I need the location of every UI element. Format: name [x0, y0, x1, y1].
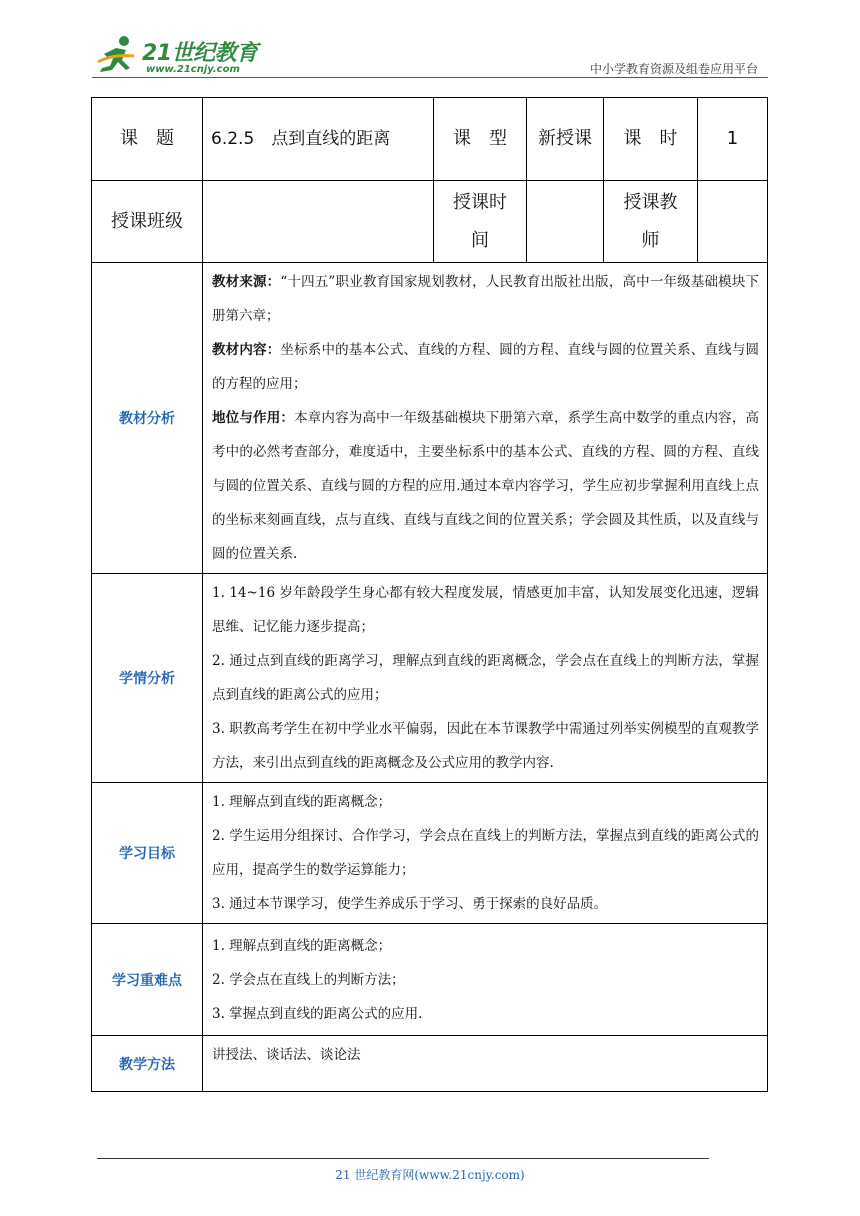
table-row-students	[92, 574, 768, 783]
material-role: 地位与作用：本章内容为高中一年级基础模块下册第六章，系学生高中数学的重点内容，高考中的必然考查部分，难度适中，主要坐标系中的基本公式、直线的方程、圆的方程、直线与圆的位置关系、直线与圆的方程的应用.通过本章内容学习，学生应初步掌握利用直线上点的坐标来刻画直线，点与直线、直线与直线之间的位置关系；学会圆及其性质，以及直线与圆的位置关系.	[212, 410, 760, 562]
material-label: 教材分析	[92, 263, 203, 574]
methods-content: 讲授法、谈话法、谈论法	[203, 1036, 768, 1092]
key-points-label: 学习重难点	[92, 924, 203, 1036]
material-source: 教材来源：“十四五”职业教育国家规划教材，人民教育出版社出版，高中一年级基础模块下册第六章；	[212, 274, 759, 324]
key-points-content	[203, 924, 768, 1036]
students-content	[203, 574, 768, 783]
platform-name: 中小学教育资源及组卷应用平台	[589, 62, 758, 76]
list-item: 3. 掌握点到直线的距离公式的应用.	[212, 1005, 423, 1022]
table-row-material	[92, 263, 768, 574]
hours-label: 课 时	[604, 98, 698, 181]
list-item: 1. 理解点到直线的距离概念；	[212, 937, 392, 954]
table-row-topic	[92, 98, 768, 181]
list-item: 3. 职教高考学生在初中学业水平偏弱，因此在本节课教学中需通过列举实例模型的直观教学方法，来引出点到直线的距离概念及公式应用的教学内容.	[212, 721, 759, 771]
list-item: 1. 14~16 岁年龄段学生身心都有较大程度发展，情感更加丰富，认知发展变化迅速，逻辑思维、记忆能力逐步提高；	[212, 585, 759, 635]
footer-divider	[97, 1158, 709, 1159]
material-content-desc: 教材内容：坐标系中的基本公式、直线的方程、圆的方程、直线与圆的位置关系、直线与圆的方程的应用；	[212, 342, 760, 392]
header-divider	[92, 77, 768, 78]
site-logo[interactable]	[94, 34, 264, 78]
class-value[interactable]	[203, 181, 434, 263]
time-value[interactable]	[527, 181, 604, 263]
list-item: 2. 学生运用分组探讨、合作学习，学会点在直线上的判断方法，掌握点到直线的距离公式的应用，提高学生的数学运算能力；	[212, 828, 759, 878]
list-item: 2. 通过点到直线的距离学习，理解点到直线的距离概念，学会点在直线上的判断方法，掌握点到直线的距离公式的应用；	[212, 653, 759, 703]
goals-content	[203, 783, 768, 924]
table-row-key-points	[92, 924, 768, 1036]
lesson-plan-table	[91, 97, 768, 1092]
table-row-goals	[92, 783, 768, 924]
runner-logo-icon	[94, 34, 140, 76]
teacher-label: 授课教师	[604, 181, 698, 263]
table-row-class	[92, 181, 768, 263]
goals-label: 学习目标	[92, 783, 203, 924]
hours-value: 1	[698, 98, 768, 181]
type-label: 课 型	[434, 98, 527, 181]
type-value: 新授课	[527, 98, 604, 181]
material-content	[203, 263, 768, 574]
footer-link[interactable]: 21 世纪教育网(www.21cnjy.com)	[335, 1168, 525, 1182]
topic-label: 课 题	[92, 98, 203, 181]
logo-text: 21世纪教育	[142, 41, 258, 66]
list-item: 3. 通过本节课学习，使学生养成乐于学习、勇于探索的良好品质。	[212, 896, 608, 912]
students-label: 学情分析	[92, 574, 203, 783]
methods-label: 教学方法	[92, 1036, 203, 1092]
class-label: 授课班级	[92, 181, 203, 263]
list-item: 1. 理解点到直线的距离概念；	[212, 794, 392, 810]
logo-url: www.21cnjy.com	[146, 64, 240, 75]
topic-value: 6.2.5 点到直线的距离	[203, 98, 434, 181]
list-item: 2. 学会点在直线上的判断方法；	[212, 971, 405, 988]
teacher-value[interactable]	[698, 181, 768, 263]
table-row-methods	[92, 1036, 768, 1092]
page-header	[92, 28, 768, 78]
time-label: 授课时间	[434, 181, 527, 263]
